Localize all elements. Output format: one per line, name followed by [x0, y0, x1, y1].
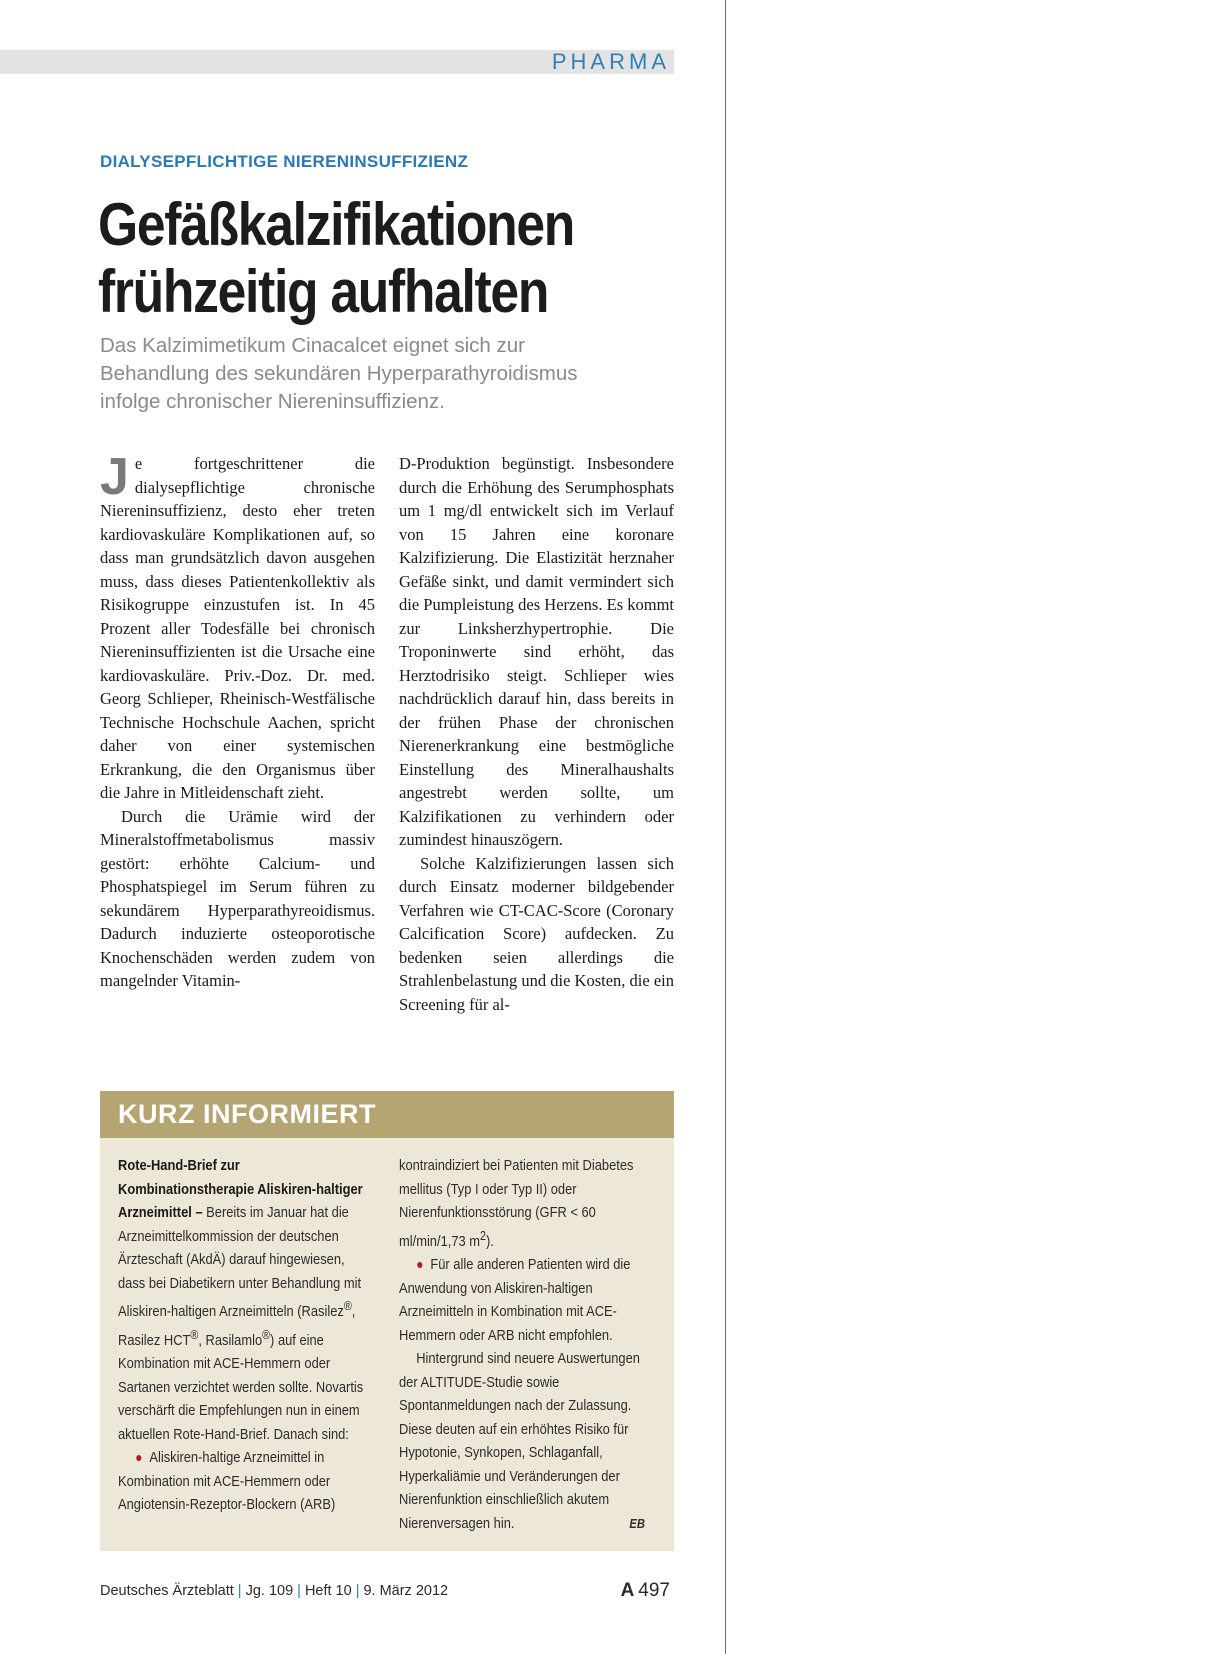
info-box: [100, 1091, 674, 1551]
footer-separator: |: [237, 1583, 242, 1599]
page-number: A 497: [620, 1580, 670, 1601]
section-label: PHARMA: [551, 49, 670, 74]
article-paragraph-3: D-Produktion begünstigt. Insbesondere durch die Erhöhung des Serumphosphats um 1 mg/dl entwickelt sich im Verlauf von 15 Jahren eine koronare Kalzifizierung. Die Elastizität herznaher Gefäße sinkt, und damit vermindert sich die Pumpleistung des Herzens. Es kommt zur Linksherzhypertrophie. Die Troponinwerte sind erhöht, das Herztodrisiko steigt. Schlieper wies nachdrücklich darauf hin, dass bereits in der frühen Phase der chronischen Nierenerkrankung eine bestmögliche Einstellung des Mineralhaushalts angestrebt werden sollte, um Kalzifikationen zu verhindern oder zumindest hinauszögern.: [399, 454, 674, 849]
author-signature: EB: [629, 1515, 645, 1531]
headline: [98, 191, 614, 325]
article-paragraph-1-text: e fortgeschrittener die dialysepflichtige chronische Niereninsuffizienz, desto eher treten kardiovaskuläre Komplikationen auf, so dass man grundsätzlich davon ausgehen muss, dass dieses Patientenkollektiv als Risikogruppe einzustufen ist. In 45 Prozent aller Todesfälle bei chronisch Niereninsuffizienten ist die Ursache eine kardiovaskuläre. Priv.-Doz. Dr. med. Georg Schlieper, Rheinisch-Westfälische Technische Hochschule Aachen, spricht daher von einer systemischen Erkrankung, die den Organismus über die Jahre in Mitleidenschaft zieht.: [100, 454, 375, 802]
journal-issue: Heft 10: [304, 1583, 352, 1599]
lead-text: [100, 332, 700, 416]
footer-separator: |: [297, 1583, 301, 1599]
headline-line-2: frühzeitig aufhalten: [98, 258, 549, 325]
bullet-icon: ●: [135, 1449, 143, 1465]
registered-mark: ®: [190, 1327, 199, 1342]
info-box-closing: Hintergrund sind neuere Auswertungen der ALTITUDE-Studie sowie Spontanmeldungen nach der Zulassung. Diese deuten auf ein erhöhtes Risiko für Hypotonie, Synkopen, Schlaganfall, Hyperkaliämie und Veränderungen der Nierenfunktion einschließlich akutem Nierenversagen hin. EB: [399, 1347, 648, 1535]
article-paragraph-1: [100, 448, 375, 805]
article-column-1: [100, 448, 375, 993]
info-box-intro: Rote-Hand-Brief zur Kombinationstherapie Aliskiren-haltiger Arzneimittel – Bereits im Januar hat die Arzneimittelkommission der deutschen Ärzteschaft (AkdÄ) darauf hingewiesen, dass bei Diabetikern unter Behandlung mit Aliskiren-haltigen Arzneimitteln (Rasilez®, Rasilez HCT®, Rasilamlo®) auf eine Kombination mit ACE-Hemmern oder Sartanen verzichtet werden sollte. Novartis verschärft die Empfehlungen nun in einem aktuellen Rote-Hand-Brief. Danach sind:: [118, 1157, 364, 1443]
journal-name: Deutsches Ärzteblatt: [100, 1583, 234, 1599]
info-box-column-2: [399, 1154, 648, 1535]
bullet-icon: ●: [416, 1256, 424, 1272]
lead-line-2: Behandlung des sekundären Hyperparathyroidismus: [100, 362, 578, 385]
page-footer: [100, 1580, 674, 1605]
lead-line-3: infolge chronischer Niereninsuffizienz.: [100, 390, 445, 413]
issue-date: 9. März 2012: [363, 1583, 449, 1599]
article-paragraph-4: Solche Kalzifizierungen lassen sich durch Einsatz moderner bildgebender Verfahren wie CT-CAC-Score (Coronary Calcification Score) aufdecken. Zu bedenken seien allerdings die Strahlenbelastung und die Kosten, die ein Screening für al-: [399, 853, 674, 1014]
registered-mark: ®: [343, 1299, 352, 1313]
info-box-bullet-1-continued: kontraindiziert bei Patienten mit Diabetes mellitus (Typ I oder Typ II) oder Nierenfunktionsstörung (GFR < 60 ml/min/1,73 $m^2$).: [399, 1157, 634, 1250]
article-paragraph-2: Durch die Urämie wird der Mineralstoffmetabolismus massiv gestört: erhöhte Calcium- und Phosphatspiegel im Serum führen zu sekundärem Hyperparathyreoidismus. Dadurch induzierte osteoporotische Knochenschäden werden zudem von mangelnder Vitamin-: [100, 806, 375, 990]
registered-mark: ®: [262, 1327, 271, 1342]
info-box-bullet-2: ● Für alle anderen Patienten wird die Anwendung von Aliskiren-haltigen Arzneimitteln in Kombination mit ACE-Hemmern oder ARB nicht empfohlen.: [399, 1256, 631, 1344]
journal-volume: Jg. 109: [245, 1583, 294, 1599]
superscript-two: 2: [480, 1228, 486, 1243]
info-box-bullet-1: ● Aliskiren-haltige Arzneimittel in Kombination mit ACE-Hemmern oder Angiotensin-Rezeptor-Blockern (ARB): [118, 1449, 336, 1513]
lead-line-1: Das Kalzimimetikum Cinacalcet eignet sich zur: [100, 334, 525, 357]
page-divider-line: [725, 0, 726, 1654]
drop-cap: J: [100, 448, 129, 506]
info-box-title: KURZ INFORMIERT: [100, 1091, 674, 1138]
headline-line-1: Gefäßkalzifikationen: [98, 191, 574, 258]
info-box-heading: Rote-Hand-Brief zur Kombinationstherapie Aliskiren-haltiger Arzneimittel –: [118, 1157, 363, 1221]
info-box-column-1: [118, 1154, 367, 1517]
article-column-2: [399, 452, 674, 1016]
kicker: DIALYSEPFLICHTIGE NIERENINSUFFIZIENZ: [100, 152, 469, 171]
footer-separator: |: [355, 1583, 360, 1599]
